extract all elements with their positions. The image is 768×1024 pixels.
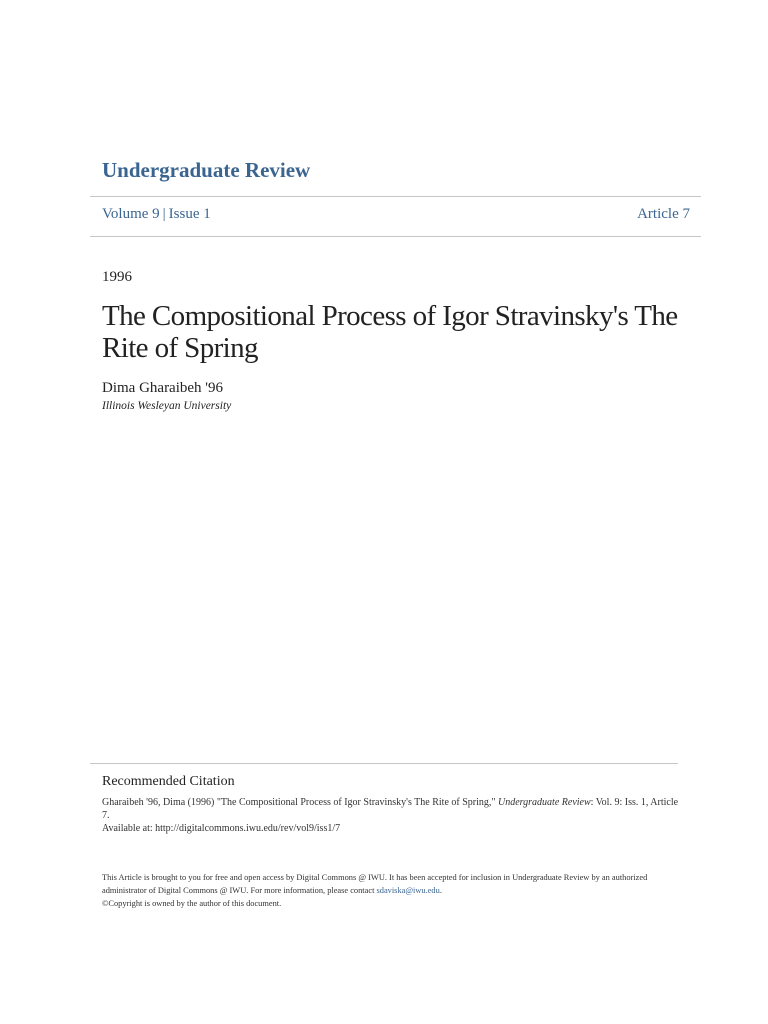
access-notice (102, 871, 682, 910)
access-notice-end: . (439, 886, 442, 895)
citation-divider (90, 763, 678, 764)
contact-email-link[interactable]: sdaviska@iwu.edu (376, 886, 440, 895)
author-affiliation: Illinois Wesleyan University (102, 400, 232, 412)
citation-text: Gharaibeh '96, Dima (1996) "The Compositional Process of Igor Stravinsky's The Rite of Spring," (102, 797, 498, 808)
citation-journal-name: Undergraduate Review (497, 797, 591, 808)
issue-link[interactable]: Issue 1 (168, 206, 211, 222)
citation-volume-info: : Vol. 9: Iss. 1, Article 7. (102, 797, 679, 821)
recommended-citation-heading: Recommended Citation (102, 774, 235, 789)
volume-issue-group (102, 206, 211, 223)
publication-year: 1996 (102, 269, 132, 285)
header-divider-bottom (90, 236, 701, 237)
header-divider-top (90, 196, 701, 197)
article-title: The Compositional Process of Igor Stravinsky's The Rite of Spring (102, 300, 678, 364)
journal-title[interactable]: Undergraduate Review (102, 158, 311, 182)
volume-issue-separator: | (162, 206, 166, 222)
copyright-notice: ©Copyright is owned by the author of this document. (102, 899, 282, 908)
author-name: Dima Gharaibeh '96 (102, 380, 223, 396)
article-number-link[interactable]: Article 7 (637, 206, 690, 222)
issue-line (102, 206, 690, 223)
access-notice-text: This Article is brought to you for free and open access by Digital Commons @ IWU. It has been accepted for inclusion in Undergraduate Review by an authorized administrator of Digital Commons @ IWU. For more information, please contact (102, 873, 648, 895)
volume-link[interactable]: Volume 9 (102, 206, 160, 222)
citation-available-at[interactable]: Available at: http://digitalcommons.iwu.edu/rev/vol9/iss1/7 (102, 823, 341, 834)
citation-block (102, 796, 682, 835)
